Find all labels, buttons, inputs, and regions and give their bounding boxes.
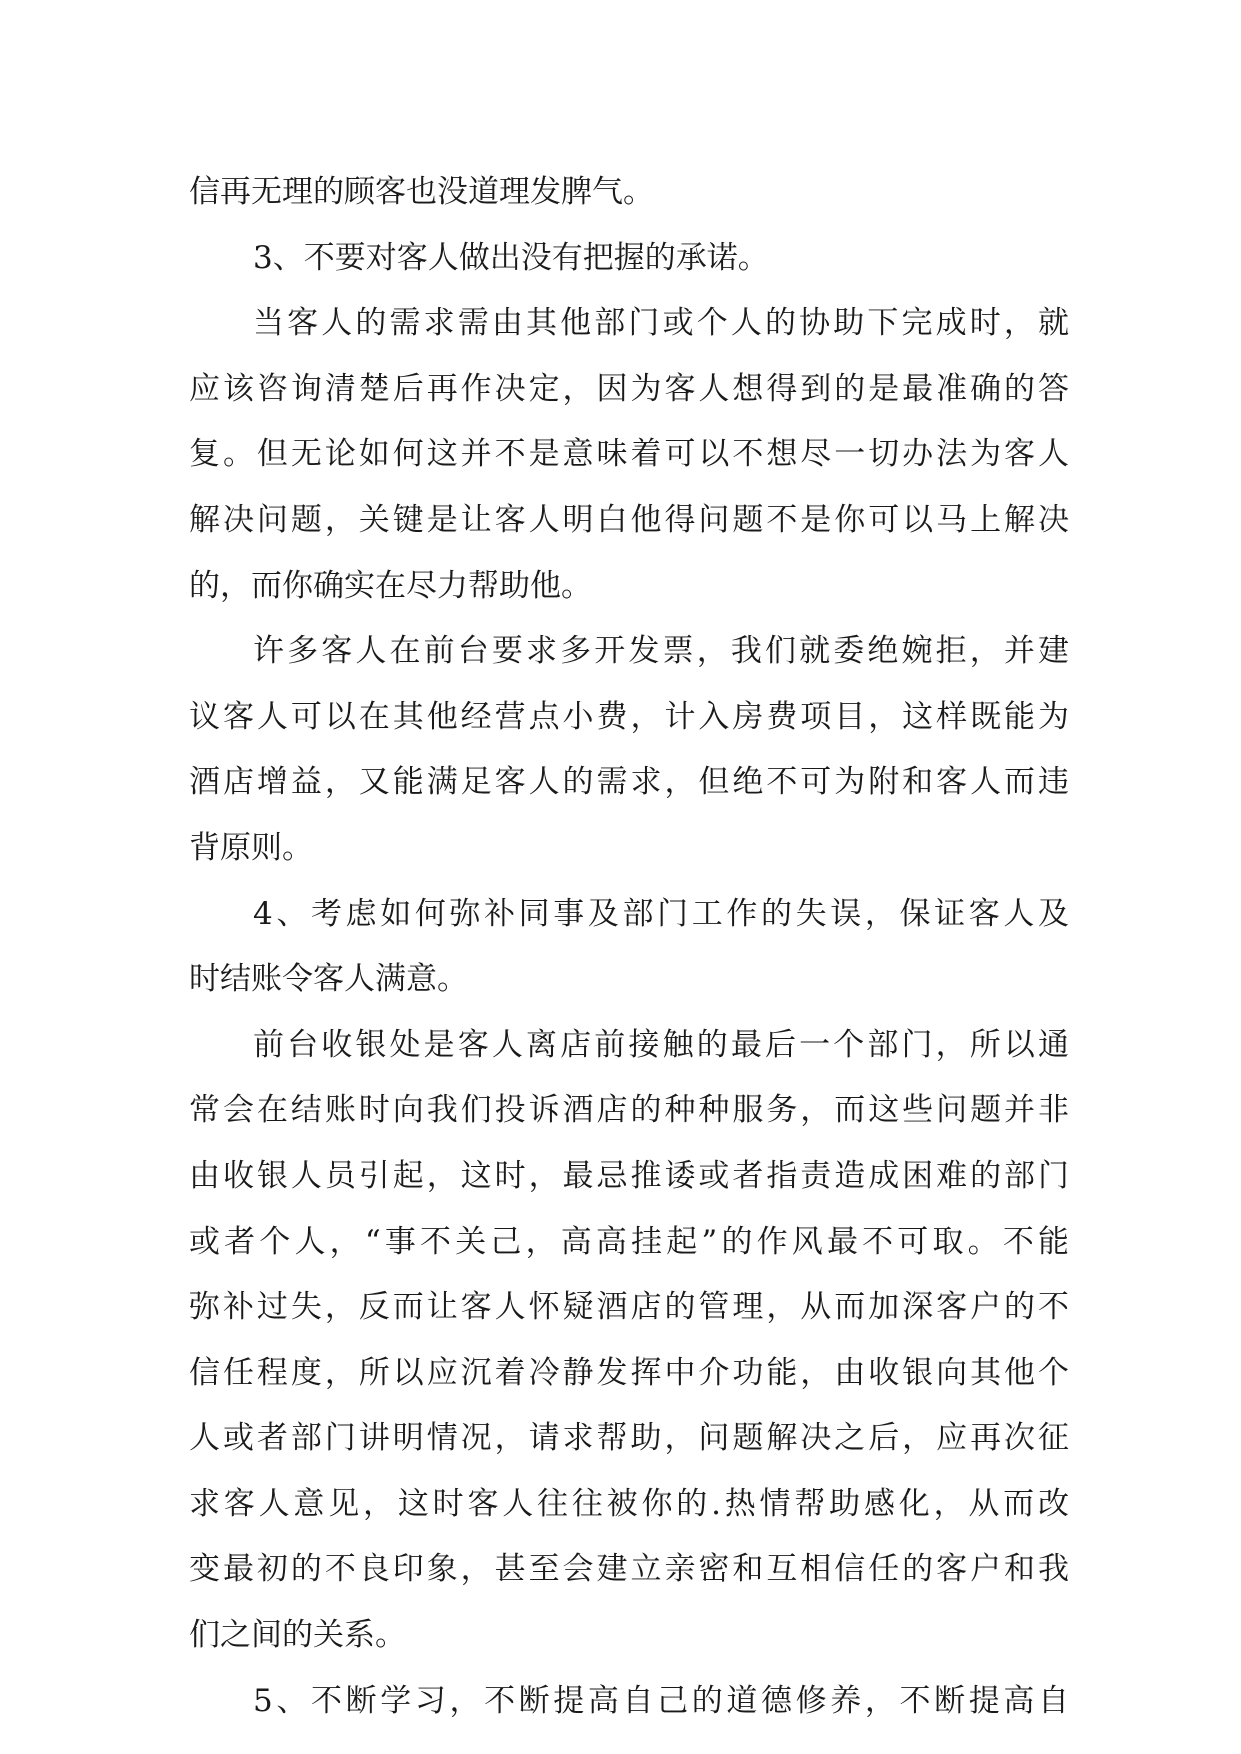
- paragraph-line: 5、不断学习，不断提高自己的道德修养，不断提高自: [253, 1682, 1069, 1719]
- paragraph-line: 当客人的需求需由其他部门或个人的协助下完成时，就: [253, 305, 1069, 342]
- paragraph: [189, 226, 1069, 292]
- paragraph-line: 变最初的不良印象，甚至会建立亲密和互相信任的客户和我: [189, 1551, 1069, 1588]
- paragraph-line: 弥补过失，反而让客人怀疑酒店的管理，从而加深客户的不: [189, 1289, 1069, 1326]
- paragraph-line: 解决问题，关键是让客人明白他得问题不是你可以马上解决: [189, 501, 1069, 538]
- paragraph-line: 由收银人员引起，这时，最忌推诿或者指责造成困难的部门: [189, 1157, 1069, 1194]
- paragraph-line: 时结账令客人满意。: [189, 961, 468, 998]
- paragraph-line: 应该咨询清楚后再作决定，因为客人想得到的是最准确的答: [189, 370, 1069, 407]
- paragraph: [189, 291, 1069, 619]
- paragraph-line: 酒店增益，又能满足客人的需求，但绝不可为附和客人而违: [189, 764, 1069, 801]
- document-body: [189, 160, 1069, 1734]
- paragraph-line: 求客人意见，这时客人往往被你的.热情帮助感化，从而改: [189, 1485, 1069, 1522]
- paragraph-line: 前台收银处是客人离店前接触的最后一个部门，所以通: [253, 1026, 1069, 1063]
- paragraph-line: 常会在结账时向我们投诉酒店的种种服务，而这些问题并非: [189, 1092, 1069, 1129]
- paragraph: [189, 619, 1069, 881]
- paragraph: [189, 1013, 1069, 1669]
- paragraph-line: 或者个人，“事不关己，高高挂起”的作风最不可取。不能: [189, 1223, 1069, 1260]
- paragraph-line: 的，而你确实在尽力帮助他。: [189, 567, 592, 604]
- paragraph-line: 4、考虑如何弥补同事及部门工作的失误，保证客人及: [253, 895, 1069, 932]
- paragraph-line: 3、不要对客人做出没有把握的承诺。: [253, 239, 769, 276]
- paragraph-line: 背原则。: [189, 829, 313, 866]
- paragraph: [189, 882, 1069, 1013]
- paragraph-line: 信再无理的顾客也没道理发脾气。: [189, 174, 654, 210]
- paragraph-line: 们之间的关系。: [189, 1617, 406, 1654]
- paragraph-line: 许多客人在前台要求多开发票，我们就委绝婉拒，并建: [253, 633, 1069, 670]
- paragraph-line: 复。但无论如何这并不是意味着可以不想尽一切办法为客人: [189, 436, 1069, 473]
- paragraph-line: 人或者部门讲明情况，请求帮助，问题解决之后，应再次征: [189, 1420, 1069, 1457]
- paragraph-line: 信任程度，所以应沉着冷静发挥中介功能，由收银向其他个: [189, 1354, 1069, 1391]
- paragraph: [189, 160, 1069, 226]
- paragraph: [189, 1669, 1069, 1735]
- paragraph-line: 议客人可以在其他经营点小费，计入房费项目，这样既能为: [189, 698, 1069, 735]
